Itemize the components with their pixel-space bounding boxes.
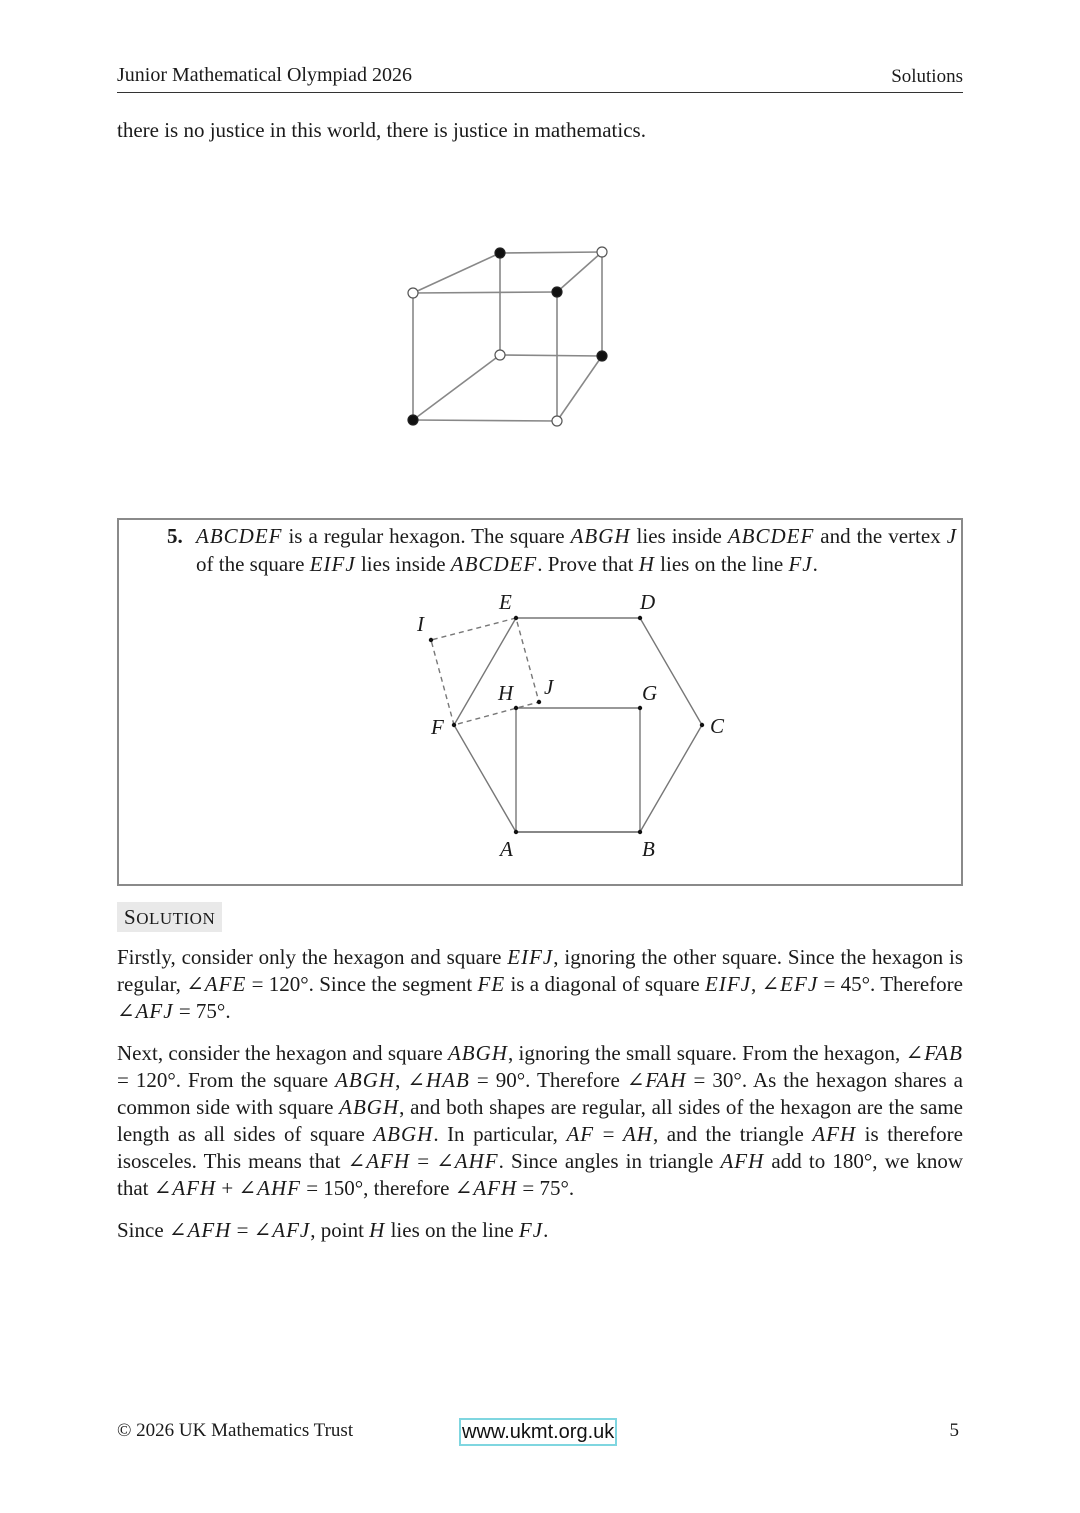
math: ∠FAB: [905, 1041, 963, 1065]
text: =: [410, 1149, 437, 1173]
solution-paragraph-3: [117, 1217, 963, 1244]
label-h: H: [498, 681, 514, 705]
text: .: [812, 552, 818, 576]
text: . In particular,: [433, 1122, 567, 1146]
text: = 90°. Therefore: [469, 1068, 627, 1092]
page-footer: [117, 1418, 963, 1444]
text: is a regular hexagon. The square: [282, 524, 571, 548]
website-link[interactable]: www.ukmt.org.uk: [459, 1418, 617, 1446]
text: =: [594, 1122, 623, 1146]
math: ABGH: [335, 1068, 396, 1092]
math: ∠AFE: [186, 972, 247, 996]
text: add to 180°, we know that: [117, 1149, 963, 1200]
point-b: [638, 830, 642, 834]
math: ∠AHF: [238, 1176, 301, 1200]
math: FJ: [518, 1218, 544, 1242]
cube-figure: [395, 238, 625, 438]
problem-statement: [167, 522, 957, 578]
problem-body: [196, 522, 957, 578]
copyright: © 2026 UK Mathematics Trust: [117, 1420, 354, 1441]
math: ∠AFH: [168, 1218, 232, 1242]
math: ABGH: [447, 1041, 508, 1065]
math: ABGH: [373, 1122, 434, 1146]
math: AFH: [812, 1122, 857, 1146]
text: Next, consider the hexagon and square: [117, 1041, 448, 1065]
page-header: [117, 62, 963, 93]
point-c: [700, 723, 704, 727]
problem-number: 5.: [167, 524, 183, 548]
cube-vertex-white: [408, 288, 418, 298]
label-a: A: [500, 837, 513, 861]
point-i: [429, 638, 433, 642]
point-d: [638, 616, 642, 620]
point-e: [514, 616, 518, 620]
label-d: D: [640, 590, 656, 614]
cube-vertex-white: [597, 247, 607, 257]
text: .: [543, 1218, 549, 1242]
page-number: 5: [949, 1420, 959, 1441]
math: AH: [622, 1122, 653, 1146]
text: =: [231, 1218, 254, 1242]
text: = 75°.: [173, 999, 231, 1023]
text: = 120°. Since the segment: [246, 972, 478, 996]
point-a: [514, 830, 518, 834]
intro-text: there is no justice in this world, there is justice in mathematics.: [117, 118, 646, 142]
cube-vertex-black: [597, 351, 607, 361]
problem-box: [117, 518, 963, 886]
point-g: [638, 706, 642, 710]
text: , and the triangle: [652, 1122, 813, 1146]
hexagon-figure: [409, 590, 749, 880]
text: , ignoring the other square. Since the hexagon is regular,: [117, 945, 964, 996]
text: , point: [310, 1218, 370, 1242]
math: FJ: [788, 552, 813, 576]
math: ∠EFJ: [761, 972, 819, 996]
text: = 120°. From the square: [117, 1068, 336, 1092]
badge-cap: S: [124, 905, 137, 929]
hexagon-abcdef: [454, 618, 702, 832]
math: H: [638, 552, 655, 576]
text: lies inside: [630, 524, 728, 548]
cube-vertex-black: [552, 287, 562, 297]
text: Firstly, consider only the hexagon and square: [117, 945, 508, 969]
text: and the vertex: [814, 524, 947, 548]
text: Since: [117, 1218, 169, 1242]
document-title: Junior Mathematical Olympiad 2026: [117, 64, 412, 86]
label-j: J: [544, 675, 554, 699]
math: H: [369, 1218, 386, 1242]
square-abgh: [516, 708, 640, 832]
text: of the square: [196, 552, 310, 576]
math: FE: [477, 972, 506, 996]
math: ∠FAH: [626, 1068, 687, 1092]
math: AFH: [720, 1149, 765, 1173]
text: , ignoring the small square. From the hexagon,: [507, 1041, 906, 1065]
math: ABGH: [570, 524, 631, 548]
text: = 150°, therefore: [300, 1176, 455, 1200]
text: = 75°.: [517, 1176, 575, 1200]
label-c: C: [710, 714, 725, 738]
math: J: [946, 524, 958, 548]
text: lies on the line: [654, 552, 789, 576]
math: EIFJ: [705, 972, 751, 996]
label-f: F: [431, 715, 444, 739]
math: EIFJ: [309, 552, 356, 576]
text: ,: [751, 972, 762, 996]
label-b: B: [642, 837, 655, 861]
math: ∠AHF: [436, 1149, 499, 1173]
math: ∠AFJ: [253, 1218, 311, 1242]
text: , and both shapes are regular, all sides of the hexagon are the same length as all sides of square: [117, 1095, 963, 1146]
math: ∠AFH: [153, 1176, 217, 1200]
math: EIFJ: [507, 945, 554, 969]
text: lies inside: [355, 552, 451, 576]
math: ABCDEF: [450, 552, 538, 576]
label-e: E: [499, 590, 512, 614]
math: ∠AFH: [347, 1149, 411, 1173]
cube-vertex-white: [552, 416, 562, 426]
solution-paragraph-1: [117, 944, 963, 1025]
text: +: [216, 1176, 239, 1200]
math: ABCDEF: [727, 524, 815, 548]
cube-vertex-white: [495, 350, 505, 360]
math: AF: [566, 1122, 595, 1146]
point-j: [537, 700, 541, 704]
label-g: G: [642, 681, 658, 705]
cube-vertex-black: [495, 248, 505, 258]
badge-rest: OLUTION: [136, 909, 216, 928]
section-name: Solutions: [891, 66, 963, 87]
label-i: I: [417, 612, 424, 636]
cube-vertex-black: [408, 415, 418, 425]
text: = 45°. Therefore: [818, 972, 963, 996]
text: is a diagonal of square: [505, 972, 706, 996]
text: . Since angles in triangle: [498, 1149, 721, 1173]
math: ∠HAB: [407, 1068, 470, 1092]
text: is therefore isosceles. This means that: [117, 1122, 963, 1173]
point-h: [514, 706, 518, 710]
text: lies on the line: [385, 1218, 519, 1242]
text: . Prove that: [537, 552, 639, 576]
text: = 30°. As the hexagon shares a common side with square: [117, 1068, 963, 1119]
solution-paragraph-2: [117, 1040, 963, 1202]
cube-edges: [413, 252, 602, 421]
text: ,: [395, 1068, 408, 1092]
math: ABCDEF: [196, 524, 283, 548]
math: ∠AFJ: [117, 999, 174, 1023]
math: ABGH: [339, 1095, 400, 1119]
solution-badge: [117, 902, 222, 932]
point-f: [452, 723, 456, 727]
math: ∠AFH: [454, 1176, 518, 1200]
